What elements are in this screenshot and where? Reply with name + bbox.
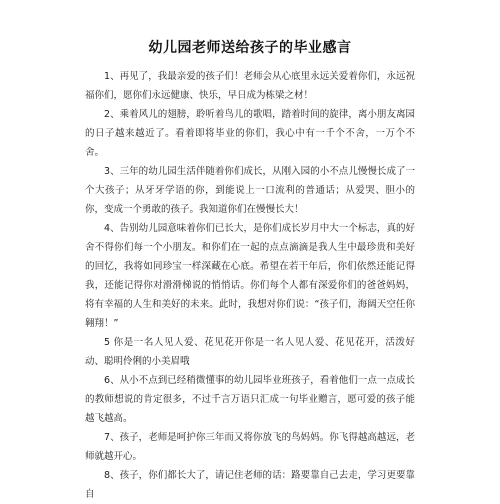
paragraph-4: 4、告别幼儿园意味着你们已长大，是你们成长岁月中大一个标志，真的好舍不得你们每一个小朋友。和你们在一起的点点滴滴是我人生中最珍贵和美好的回忆，我将如同珍宝一样深藏在心底。希望在若干年后，你们依然还能记得我，还能记得你对滑滑梯说的悄悄话。你们每个人都有深爱你们的爸爸妈妈，将有幸福的人生和美好的未来。此时，我想对你们说：“孩子们，海阔天空任你翱翔！” — [85, 223, 415, 329]
document-title: 幼儿园老师送给孩子的毕业感言 — [148, 40, 352, 56]
paragraph-2: 2、乘着风儿的翅膀，聆听着鸟儿的歌唱，踏着时间的旋律，离小朋友离园的日子越来越近了。看着即将毕业的你们，我心中有一千个不舍，一万个不舍。 — [85, 109, 415, 158]
paragraph-5: 5 你是一名人见人爱、花见花开你是一名人见人爱、花见花开，活泼好动、聪明伶俐的小美眉哦 — [85, 337, 415, 367]
document-body — [85, 67, 415, 504]
paragraph-6: 6、从小不点到已经稍微懂事的幼儿园毕业班孩子，看着他们一点一点成长的教师想说的肯定很多，不过千言万语只汇成一句毕业赠言，愿可爱的孩子能越飞越高。 — [85, 375, 415, 424]
paragraph-1: 1、再见了，我最亲爱的孩子们！老师会从心底里永远关爱着你们，永远祝福你们，愿你们永远健康、快乐，早日成为栋梁之材！ — [85, 71, 415, 101]
paragraph-8: 8、孩子，你们都长大了，请记住老师的话：路要靠自己去走，学习更要靠自 — [85, 470, 415, 500]
paragraph-7: 7、孩子，老师是呵护你三年而又将你放飞的鸟妈妈。你飞得越高越远，老师就越开心。 — [85, 432, 415, 462]
paragraph-3: 3、三年的幼儿园生活伴随着你们成长，从刚入园的小不点儿慢慢长成了一个大孩子；从牙牙学语的你，到能说上一口流利的普通话；从爱哭、胆小的你，变成一个勇敢的孩子。我知道你们在慢慢长大！ — [85, 166, 415, 215]
